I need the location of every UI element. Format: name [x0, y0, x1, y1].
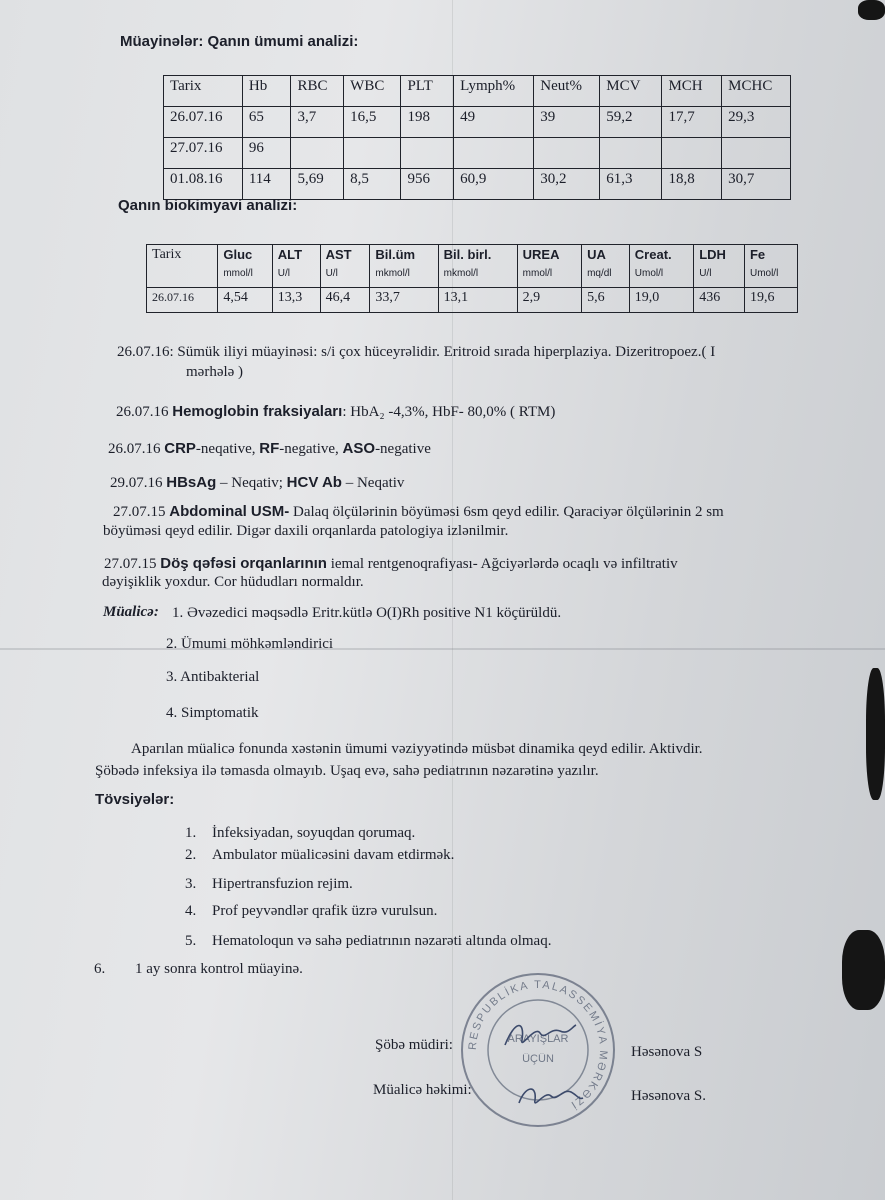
cbc-header-cell: MCV: [600, 76, 662, 107]
biochem-header-unit: mkmol/l: [375, 268, 410, 279]
cbc-cell: 30,7: [722, 169, 791, 200]
hbsag-line: [110, 474, 404, 492]
stamp-center-bottom: ÜÇÜN: [522, 1053, 554, 1065]
stamp-outer-text: RESPUBLİKA TALASSEMİYA MƏRKƏZİ: [466, 978, 610, 1112]
cbc-table: [163, 75, 791, 200]
biochem-header-name: Fe: [749, 247, 766, 262]
paper-fold: [0, 648, 885, 650]
usm-text1: Dalaq ölçülərinin böyüməsi 6sm qeyd edilir. Qaraciyər ölçülərinin 2 sm: [289, 504, 724, 520]
cbc-cell: 8,5: [344, 169, 401, 200]
cbc-cell: 3,7: [291, 107, 344, 138]
recommendation-text: İnfeksiyadan, soyuqdan qorumaq.: [212, 825, 416, 841]
cbc-cell: [534, 138, 600, 169]
biochem-header-unit: U/l: [325, 268, 338, 279]
biochem-header-cell: [438, 245, 517, 288]
cbc-cell: 60,9: [454, 169, 534, 200]
biochem-header-unit: Umol/l: [749, 268, 779, 279]
recommendation-text: Hipertransfuzion rejim.: [212, 876, 353, 892]
cbc-cell: [454, 138, 534, 169]
biochem-header-cell: [694, 245, 745, 288]
cbc-row: [164, 138, 791, 169]
cbc-cell: [722, 138, 791, 169]
cbc-header-cell: Neut%: [534, 76, 600, 107]
rf-value: -negative,: [279, 441, 343, 457]
recommendation-number: 3.: [185, 876, 197, 892]
cbc-header-cell: Tarix: [164, 76, 243, 107]
cbc-cell: 114: [242, 169, 291, 200]
treatment-item-1: 1. Əvəzedici məqsədlə Eritr.kütlə O(I)Rh positive N1 köçürüldü.: [172, 605, 562, 621]
biochem-table: [146, 244, 798, 313]
biochem-cell: 2,9: [517, 288, 581, 313]
cbc-cell: 29,3: [722, 107, 791, 138]
biochem-header-name: AST: [325, 247, 352, 262]
cbc-cell: 27.07.16: [164, 138, 243, 169]
bone-marrow-line1: 26.07.16: Sümük iliyi müayinəsi: s/i çox hüceyrəlidir. Eritroid sırada hiperplaziya. Dizeritropoez.( I: [117, 344, 716, 360]
biochem-header-unit: mq/dl: [587, 268, 612, 279]
cbc-header-cell: MCHC: [722, 76, 791, 107]
biochem-header-name: LDH: [699, 247, 726, 262]
cbc-row: [164, 107, 791, 138]
cbc-header-cell: RBC: [291, 76, 344, 107]
biochem-header-unit: U/l: [699, 268, 712, 279]
biochem-cell: 46,4: [320, 288, 370, 313]
cbc-cell: 01.08.16: [164, 169, 243, 200]
edge-stain-bottom: [842, 930, 885, 1010]
hbsag-label: HBsAg: [166, 474, 217, 491]
biochem-header-unit: U/l: [277, 268, 291, 279]
cbc-header-row: [164, 76, 791, 107]
hcv-label: HCV Ab: [286, 474, 342, 491]
biochem-header-cell: [517, 245, 581, 288]
cbc-header-cell: Hb: [242, 76, 291, 107]
hcv-value: – Neqativ: [341, 475, 405, 491]
biochem-cell: 4,54: [218, 288, 272, 313]
cbc-cell: 61,3: [600, 169, 662, 200]
xray-label: Döş qəfəsi orqanlarının: [160, 555, 327, 572]
biochem-heading: Qanın biokimyavi analizi:: [118, 197, 298, 214]
edge-stain-top: [858, 0, 885, 20]
recommendation-number: 1.: [185, 825, 197, 841]
recommendations-label: Tövsiyələr:: [95, 791, 175, 808]
biochem-header-cell: [629, 245, 693, 288]
blood-test-heading: Müayinələr: Qanın ümumi analizi:: [120, 33, 359, 50]
cbc-cell: 198: [401, 107, 454, 138]
biochem-header-name: Tarix: [152, 247, 182, 262]
dept-head-label: Şöbə müdiri:: [375, 1037, 453, 1053]
cbc-cell: 5,69: [291, 169, 344, 200]
usm-date: 27.07.15: [113, 504, 166, 520]
cbc-header-cell: PLT: [401, 76, 454, 107]
crp-label: CRP: [164, 440, 196, 457]
cbc-cell: [662, 138, 722, 169]
biochem-header-name: Bil.üm: [375, 247, 416, 262]
biochem-cell: 13,1: [438, 288, 517, 313]
cbc-cell: [291, 138, 344, 169]
biochem-header-name: Gluc: [223, 247, 253, 262]
biochem-header-name: Bil. birl.: [443, 247, 492, 262]
cbc-cell: 49: [454, 107, 534, 138]
biochem-header-name: UREA: [522, 247, 560, 262]
cbc-cell: [401, 138, 454, 169]
cbc-cell: 65: [242, 107, 291, 138]
biochem-cell: 33,7: [370, 288, 438, 313]
hb-fraction-line: [116, 403, 555, 421]
crp-value: -neqative,: [195, 441, 260, 457]
recommendation-text: Ambulator müalicəsini davam etdirmək.: [212, 847, 455, 863]
biochem-header-unit: mmol/l: [223, 268, 253, 279]
cbc-row: [164, 169, 791, 200]
summary-line2: Şöbədə infeksiya ilə təmasda olmayıb. Uşaq evə, sahə pediatrının nəzarətinə yazılır.: [95, 763, 599, 779]
dept-head-name: Həsənova S: [631, 1044, 703, 1060]
xray-line2: dəyişiklik yoxdur. Cor hüdudları normaldır.: [102, 574, 364, 590]
recommendation-number: 2.: [185, 847, 197, 863]
summary-line1: Aparılan müalicə fonunda xəstənin ümumi vəziyyətində müsbət dinamika qeyd edilir. Aktivdir.: [131, 741, 703, 757]
recommendation-number: 5.: [185, 933, 197, 949]
hb-fraction-label: Hemoglobin fraksiyaları: [172, 403, 343, 420]
bone-marrow-line2: mərhələ ): [186, 364, 244, 380]
stamp-center-top: ARAYIŞLAR: [507, 1033, 569, 1045]
biochem-cell: 436: [694, 288, 745, 313]
aso-label: ASO: [342, 440, 376, 457]
biochem-header-name: ALT: [277, 247, 303, 262]
cbc-cell: [600, 138, 662, 169]
biochem-header-cell: [218, 245, 272, 288]
hbsag-date: 29.07.16: [110, 475, 163, 491]
hb-fraction-value: : HbA₂ -4,3%, HbF- 80,0% ( RTM): [342, 404, 556, 420]
cbc-cell: 96: [242, 138, 291, 169]
biochem-header-cell: [147, 245, 218, 288]
cbc-cell: 16,5: [344, 107, 401, 138]
treatment-item-4: 4. Simptomatik: [166, 705, 259, 721]
biochem-cell: 19,0: [629, 288, 693, 313]
cbc-cell: [344, 138, 401, 169]
biochem-header-unit: mkmol/l: [443, 268, 479, 279]
biochem-header-cell: [370, 245, 438, 288]
cbc-cell: 30,2: [534, 169, 600, 200]
crp-line: [108, 440, 431, 458]
biochem-header-cell: [582, 245, 630, 288]
biochem-header-cell: [744, 245, 797, 288]
cbc-cell: 18,8: [662, 169, 722, 200]
cbc-header-cell: WBC: [344, 76, 401, 107]
edge-stain-middle: [866, 668, 885, 800]
recommendation-text: 1 ay sonra kontrol müayinə.: [135, 961, 303, 977]
recommendation-text: Hematoloqun və sahə pediatrının nəzarəti altında olmaq.: [212, 933, 552, 949]
biochem-header-name: UA: [587, 247, 606, 262]
biochem-cell: 26.07.16: [147, 288, 218, 313]
treatment-label: Müalicə:: [103, 604, 159, 620]
aso-value: -negative: [375, 441, 431, 457]
biochem-header-name: Creat.: [634, 247, 672, 262]
hb-fraction-date: 26.07.16: [116, 404, 169, 420]
biochem-cell: 19,6: [744, 288, 797, 313]
xray-date: 27.07.15: [104, 556, 157, 572]
rf-label: RF: [259, 440, 280, 457]
signature-dept-head: [500, 1015, 580, 1055]
treatment-item-3: 3. Antibakterial: [166, 669, 260, 685]
hbsag-value: – Neqativ;: [216, 475, 287, 491]
biochem-row: [147, 288, 798, 313]
biochem-header-unit: mmol/l: [522, 268, 553, 279]
crp-date: 26.07.16: [108, 441, 161, 457]
recommendation-text: Prof peyvəndlər qrafik üzrə vurulsun.: [212, 903, 438, 919]
biochem-header-cell: [272, 245, 320, 288]
signature-doctor: [515, 1078, 585, 1113]
usm-line2: böyüməsi qeyd edilir. Digər daxili orqanlarda patologiya izlənilmir.: [103, 523, 509, 539]
cbc-cell: 39: [534, 107, 600, 138]
biochem-cell: 13,3: [272, 288, 320, 313]
treatment-item-2: 2. Ümumi möhkəmləndirici: [166, 636, 334, 652]
recommendation-number: 6.: [94, 961, 106, 977]
cbc-cell: 17,7: [662, 107, 722, 138]
biochem-header-row: [147, 245, 798, 288]
recommendation-number: 4.: [185, 903, 197, 919]
doctor-name: Həsənova S.: [631, 1088, 706, 1104]
cbc-header-cell: Lymph%: [454, 76, 534, 107]
cbc-cell: 26.07.16: [164, 107, 243, 138]
biochem-cell: 5,6: [582, 288, 630, 313]
cbc-cell: 956: [401, 169, 454, 200]
doctor-label: Müalicə həkimi:: [373, 1082, 472, 1098]
biochem-header-unit: Umol/l: [634, 268, 664, 279]
cbc-cell: 59,2: [600, 107, 662, 138]
usm-line1: [113, 503, 724, 521]
usm-label: Abdominal USM-: [169, 503, 290, 520]
xray-text1: iemal rentgenoqrafiyası- Ağciyərlərdə ocaqlı və infiltrativ: [326, 556, 678, 572]
cbc-header-cell: MCH: [662, 76, 722, 107]
biochem-header-cell: [320, 245, 370, 288]
xray-line1: [104, 555, 678, 573]
